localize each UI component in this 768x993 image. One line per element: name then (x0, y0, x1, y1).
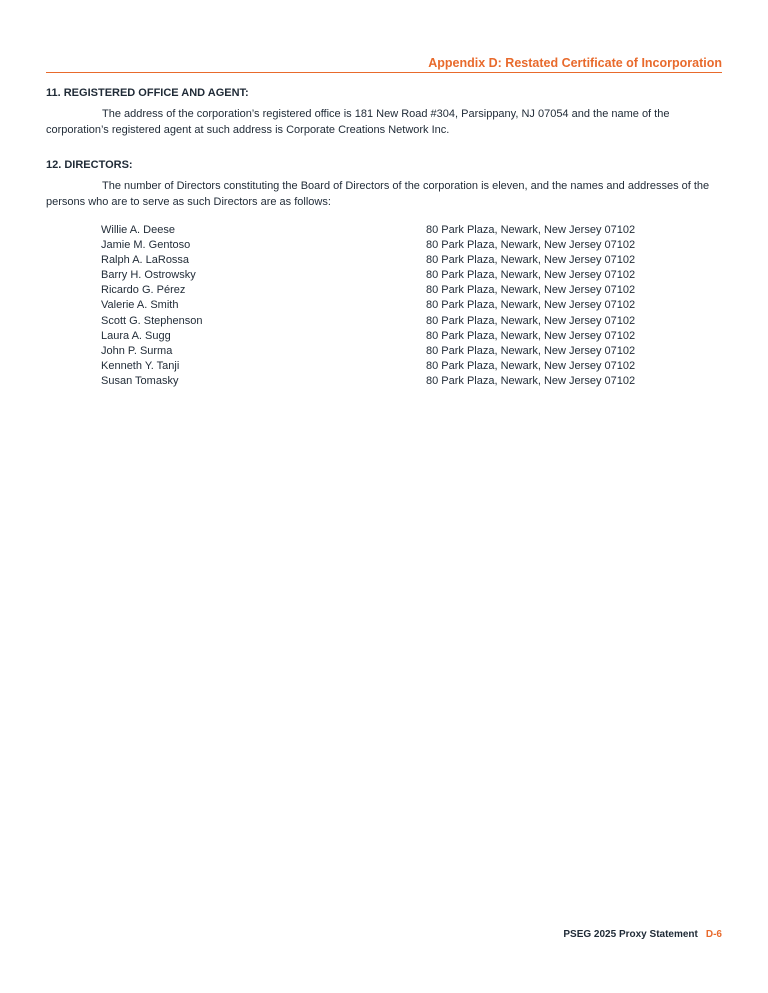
director-row (101, 329, 635, 344)
director-address: 80 Park Plaza, Newark, New Jersey 07102 (426, 239, 636, 252)
directors-list (101, 223, 635, 389)
director-address: 80 Park Plaza, Newark, New Jersey 07102 (426, 329, 636, 342)
director-row (101, 298, 635, 313)
director-name: Valerie A. Smith (101, 299, 179, 312)
director-address: 80 Park Plaza, Newark, New Jersey 07102 (426, 344, 636, 357)
page-footer (563, 929, 722, 940)
director-name: Ralph A. LaRossa (101, 254, 190, 267)
director-row (101, 253, 635, 268)
appendix-title: Appendix D: Restated Certificate of Incorporation (428, 56, 722, 70)
header-divider (46, 72, 722, 73)
director-row (101, 268, 635, 283)
director-row (101, 344, 635, 359)
director-row (101, 283, 635, 298)
director-row (101, 359, 635, 374)
directors-paragraph: The number of Directors constituting the Board of Directors of the corporation is eleven, and the names and addresses of the persons who are to serve as such Directors are as follows: (46, 180, 710, 208)
director-name: Kenneth Y. Tanji (101, 359, 180, 372)
director-address: 80 Park Plaza, Newark, New Jersey 07102 (426, 314, 636, 327)
footer-document-title: PSEG 2025 Proxy Statement (563, 929, 698, 940)
director-name: Willie A. Deese (101, 224, 175, 236)
director-address: 80 Park Plaza, Newark, New Jersey 07102 (426, 269, 636, 282)
director-address: 80 Park Plaza, Newark, New Jersey 07102 (426, 299, 636, 312)
director-name: Barry H. Ostrowsky (101, 269, 196, 282)
director-address: 80 Park Plaza, Newark, New Jersey 07102 (426, 254, 636, 267)
registered-office-paragraph: The address of the corporation’s registered office is 181 New Road #304, Parsippany, NJ 07054 and the name of the corporation’s registered agent at such address is Corporate Creations Network Inc. (46, 108, 670, 136)
director-address: 80 Park Plaza, Newark, New Jersey 07102 (426, 224, 636, 236)
director-row (101, 238, 635, 253)
director-name: Scott G. Stephenson (101, 314, 203, 327)
director-address: 80 Park Plaza, Newark, New Jersey 07102 (426, 359, 636, 372)
director-address: 80 Park Plaza, Newark, New Jersey 07102 (426, 284, 636, 297)
director-name: Laura A. Sugg (101, 329, 171, 342)
section-heading-directors: 12. DIRECTORS: (46, 159, 133, 171)
director-row (101, 314, 635, 329)
section-heading-registered-office: 11. REGISTERED OFFICE AND AGENT: (46, 87, 249, 99)
director-name: Ricardo G. Pérez (101, 284, 186, 297)
director-row (101, 223, 635, 238)
director-row (101, 374, 635, 389)
director-name: Susan Tomasky (101, 374, 179, 387)
director-name: Jamie M. Gentoso (101, 239, 191, 252)
director-name: John P. Surma (101, 344, 173, 357)
page-number: D-6 (705, 929, 722, 940)
director-address: 80 Park Plaza, Newark, New Jersey 07102 (426, 374, 636, 387)
